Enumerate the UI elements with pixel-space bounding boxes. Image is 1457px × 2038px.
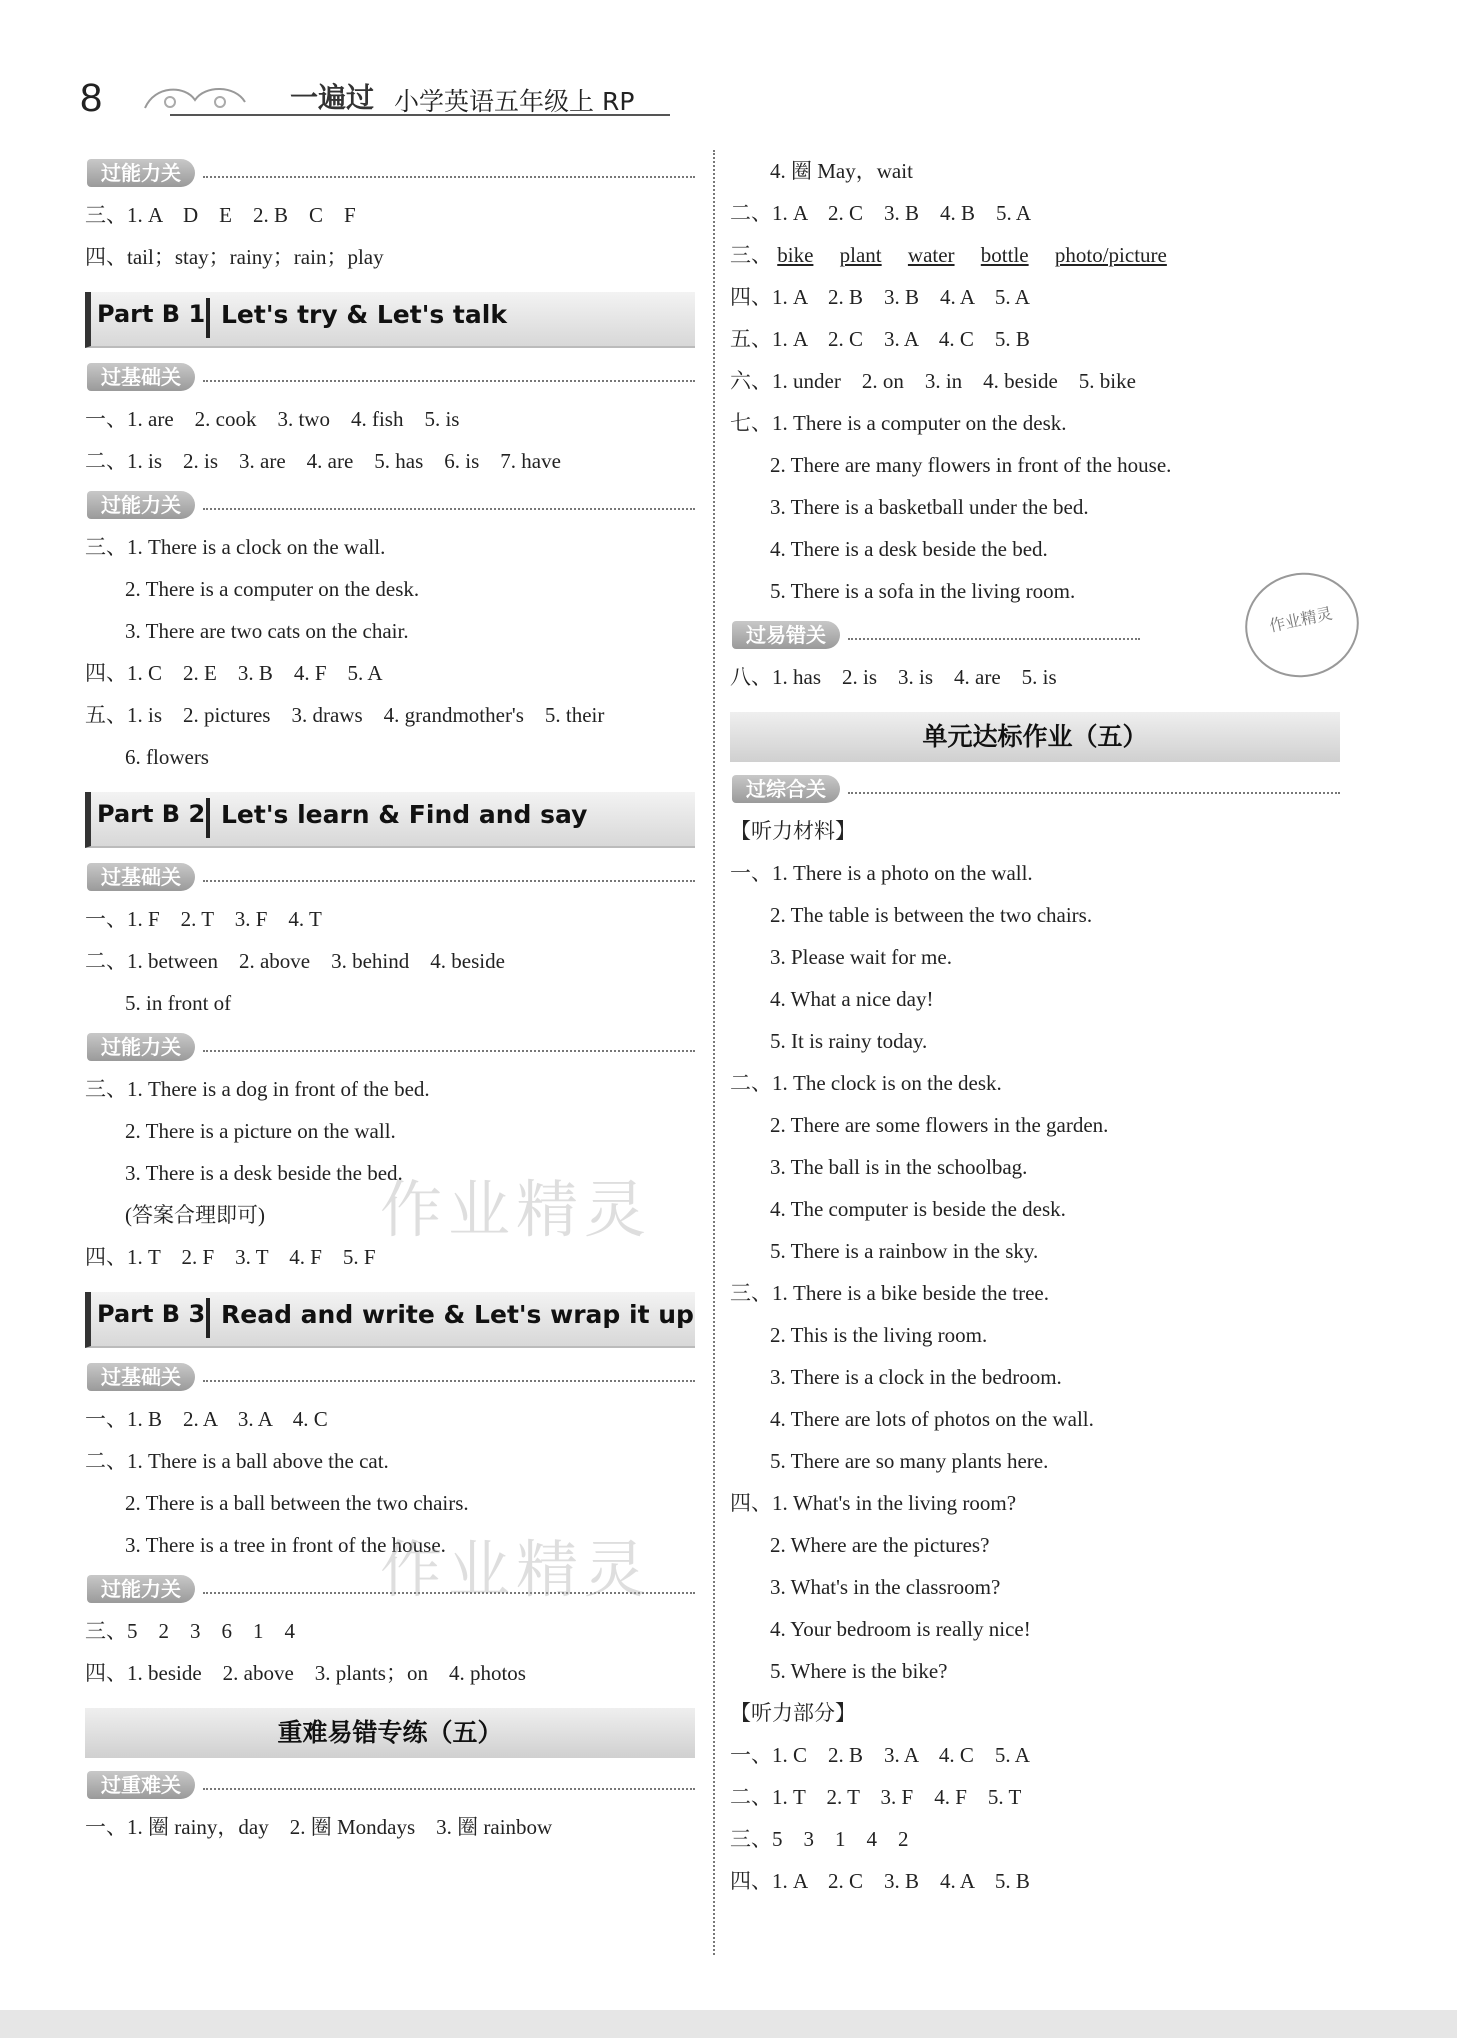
- brand-name: 一遍过: [290, 81, 375, 114]
- underlined-word: plant: [839, 243, 882, 267]
- answer-line: 2. The table is between the two chairs.: [770, 903, 1093, 927]
- answer-line: 四、1. T 2. F 3. T 4. F 5. F: [85, 1245, 376, 1269]
- answer-line: 七、1. There is a computer on the desk.: [730, 411, 1067, 435]
- answer-line-underlined: 三、 bike plant water bottle photo/picture: [730, 243, 1167, 267]
- answer-line: 3. There is a tree in front of the house.: [125, 1533, 446, 1557]
- header-rule: [170, 114, 670, 116]
- answer-line: 五、1. is 2. pictures 3. draws 4. grandmother's 5. their: [85, 703, 605, 727]
- part-label: Part B 2: [97, 800, 206, 828]
- answer-line: 5. There are so many plants here.: [770, 1449, 1049, 1473]
- underlined-word: water: [907, 243, 955, 267]
- answer-line: 4. Your bedroom is really nice!: [770, 1617, 1031, 1641]
- watermark: 作业精灵: [380, 1173, 653, 1246]
- book-title: 小学英语五年级上 RP: [394, 87, 635, 116]
- part-label: Part B 3: [97, 1300, 206, 1328]
- answer-line: 2. There is a picture on the wall.: [125, 1119, 396, 1143]
- answer-line: 一、1. There is a photo on the wall.: [730, 861, 1033, 885]
- answer-line: 五、1. A 2. C 3. A 4. C 5. B: [730, 327, 1030, 351]
- listening-material-heading: 【听力材料】: [730, 819, 856, 843]
- answer-line: 4. What a nice day!: [770, 987, 934, 1011]
- answer-line: 一、1. B 2. A 3. A 4. C: [85, 1407, 328, 1431]
- answer-line: 6. flowers: [125, 745, 209, 769]
- answer-line: 三、1. There is a clock on the wall.: [85, 535, 386, 559]
- answer-line: 八、1. has 2. is 3. is 4. are 5. is: [730, 665, 1057, 689]
- page-header: [80, 70, 680, 120]
- answer-line: 四、tail；stay；rainy；rain；play: [85, 245, 384, 269]
- answer-line: 四、1. A 2. B 3. B 4. A 5. A: [730, 285, 1030, 309]
- underlined-word: bottle: [980, 243, 1029, 267]
- answer-line: 一、1. 圈 rainy，day 2. 圈 Mondays 3. 圈 rainbow: [85, 1815, 553, 1839]
- answer-line: 二、1. between 2. above 3. behind 4. beside: [85, 949, 505, 973]
- right-column: [730, 150, 1340, 1902]
- part-title: Let's try & Let's talk: [221, 300, 507, 329]
- answer-line: 4. There is a desk beside the bed.: [770, 537, 1048, 561]
- answer-line: 三、1. There is a dog in front of the bed.: [85, 1077, 430, 1101]
- part-heading: [85, 792, 695, 848]
- answer-line: 三、5 3 1 4 2: [730, 1827, 909, 1851]
- answer-line: 一、1. are 2. cook 3. two 4. fish 5. is: [85, 407, 460, 431]
- page-number: 8: [80, 76, 103, 120]
- answer-line: 2. There are some flowers in the garden.: [770, 1113, 1109, 1137]
- answer-line: 三、1. There is a bike beside the tree.: [730, 1281, 1049, 1305]
- answer-line: 四、1. beside 2. above 3. plants；on 4. photos: [85, 1661, 526, 1685]
- answer-line: 六、1. under 2. on 3. in 4. beside 5. bike: [730, 369, 1136, 393]
- answer-line: 5. It is rainy today.: [770, 1029, 928, 1053]
- answer-line: 2. There are many flowers in front of the house.: [770, 453, 1172, 477]
- answer-line: 四、1. A 2. C 3. B 4. A 5. B: [730, 1869, 1030, 1893]
- section-tag: 过基础关: [85, 1360, 695, 1394]
- part-title: Read and write & Let's wrap it up: [221, 1300, 694, 1329]
- answer-line: 3. There is a clock in the bedroom.: [770, 1365, 1062, 1389]
- answer-line: 4. The computer is beside the desk.: [770, 1197, 1066, 1221]
- section-tag: 过易错关: [730, 618, 1340, 652]
- section-tag: 过综合关: [730, 772, 1340, 806]
- answer-line: 5. There is a sofa in the living room.: [770, 579, 1076, 603]
- answer-line: 3. There is a basketball under the bed.: [770, 495, 1089, 519]
- part-heading: [85, 292, 695, 348]
- answer-line: 3. There is a desk beside the bed.: [125, 1161, 403, 1185]
- answer-line: 3. The ball is in the schoolbag.: [770, 1155, 1028, 1179]
- stamp-logo: 作业精灵: [1235, 562, 1368, 687]
- answer-note: (答案合理即可): [125, 1203, 265, 1227]
- column-divider: [713, 150, 715, 1955]
- page-bottom-edge: [0, 2010, 1457, 2038]
- section-tag: 过基础关: [85, 860, 695, 894]
- answer-line: 四、1. What's in the living room?: [730, 1491, 1017, 1515]
- underlined-word: bike: [777, 243, 814, 267]
- answer-line: 3. Please wait for me.: [770, 945, 952, 969]
- answer-line: 5. in front of: [125, 991, 232, 1015]
- answer-line: 二、1. A 2. C 3. B 4. B 5. A: [730, 201, 1032, 225]
- answer-line: 3. What's in the classroom?: [770, 1575, 1001, 1599]
- answer-line: 二、1. The clock is on the desk.: [730, 1071, 1002, 1095]
- answer-line: 一、1. F 2. T 3. F 4. T: [85, 907, 322, 931]
- section-tag: 过基础关: [85, 360, 695, 394]
- part-title: Let's learn & Find and say: [221, 800, 588, 829]
- part-label: Part B 1: [97, 300, 206, 328]
- answer-line: 5. There is a rainbow in the sky.: [770, 1239, 1039, 1263]
- underlined-word: photo/picture: [1054, 243, 1167, 267]
- unit-heading: 重难易错专练（五）: [85, 1708, 695, 1758]
- answer-line: 4. There are lots of photos on the wall.: [770, 1407, 1094, 1431]
- section-tag: 过能力关: [85, 1030, 695, 1064]
- answer-line: 2. Where are the pictures?: [770, 1533, 990, 1557]
- watermark: 作业精灵: [380, 1533, 653, 1606]
- section-tag: 过重难关: [85, 1768, 695, 1802]
- answer-line: 二、1. is 2. is 3. are 4. are 5. has 6. is 7. have: [85, 449, 561, 473]
- section-tag: 过能力关: [85, 156, 695, 190]
- section-tag: 过能力关: [85, 1572, 695, 1606]
- answer-line: 2. There is a computer on the desk.: [125, 577, 420, 601]
- brand-decoration-icon: [135, 80, 295, 116]
- answer-line: 三、1. A D E 2. B C F: [85, 203, 356, 227]
- answer-line: 2. There is a ball between the two chairs.: [125, 1491, 469, 1515]
- unit-heading: 单元达标作业（五）: [730, 712, 1340, 762]
- answer-line: 4. 圈 May，wait: [770, 159, 913, 183]
- answer-line: 二、1. T 2. T 3. F 4. F 5. T: [730, 1785, 1022, 1809]
- answer-line: 三、5 2 3 6 1 4: [85, 1619, 295, 1643]
- listening-part-heading: 【听力部分】: [730, 1701, 856, 1725]
- part-heading: [85, 1292, 695, 1348]
- answer-line: 5. Where is the bike?: [770, 1659, 948, 1683]
- section-tag: 过能力关: [85, 488, 695, 522]
- answer-line: 2. This is the living room.: [770, 1323, 988, 1347]
- answer-line: 3. There are two cats on the chair.: [125, 619, 409, 643]
- answer-line: 二、1. There is a ball above the cat.: [85, 1449, 389, 1473]
- answer-line: 四、1. C 2. E 3. B 4. F 5. A: [85, 661, 383, 685]
- answer-line: 一、1. C 2. B 3. A 4. C 5. A: [730, 1743, 1030, 1767]
